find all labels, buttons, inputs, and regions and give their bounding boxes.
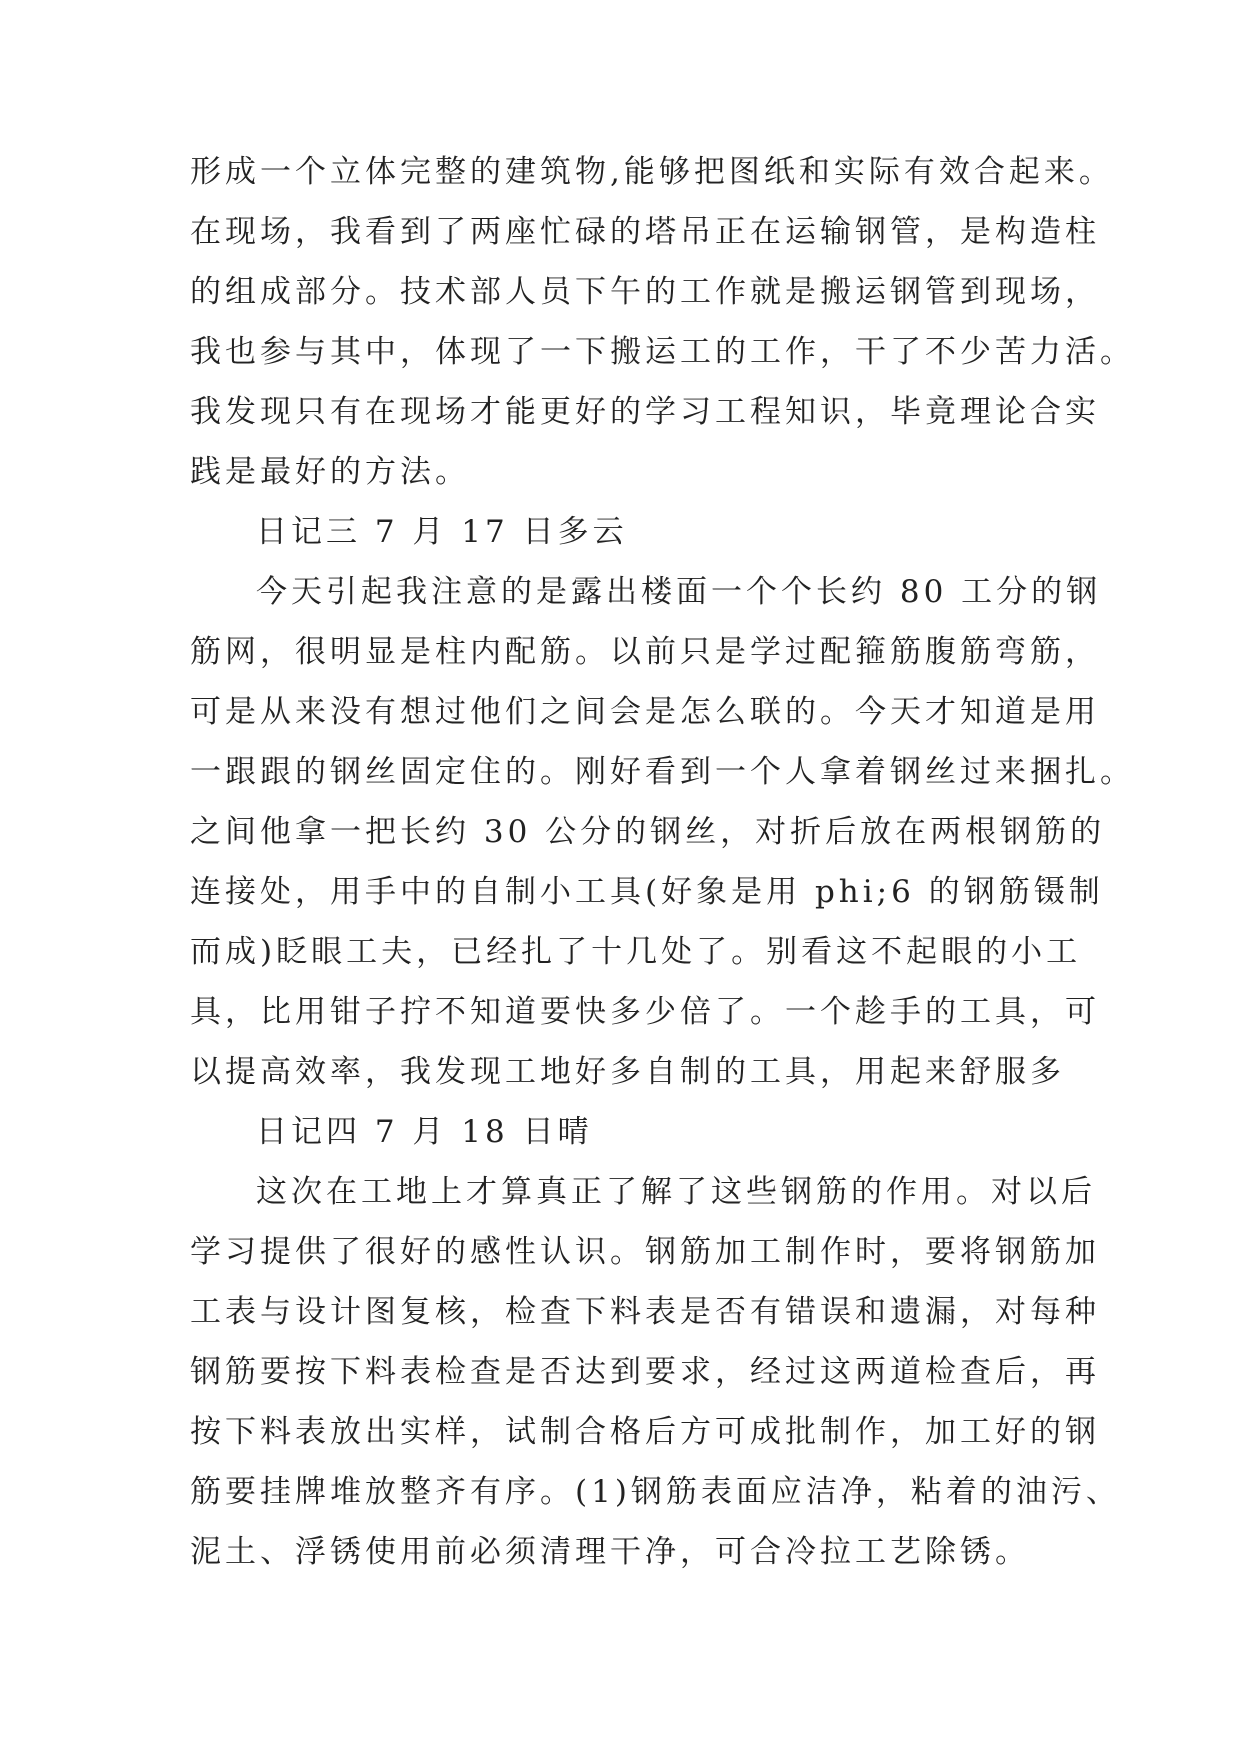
diary-heading: 日记三 7 月 17 日多云 xyxy=(256,514,628,550)
text-line: 在现场，我看到了两座忙碌的塔吊正在运输钢管，是构造柱 xyxy=(190,214,1100,250)
text-line: 钢筋要按下料表检查是否达到要求，经过这两道检查后，再 xyxy=(190,1354,1100,1390)
text-line: 一跟跟的钢丝固定住的。刚好看到一个人拿着钢丝过来捆扎。 xyxy=(190,754,1135,790)
text-line: 具，比用钳子拧不知道要快多少倍了。一个趁手的工具，可 xyxy=(190,994,1100,1030)
text-line: 筋要挂牌堆放整齐有序。(1)钢筋表面应洁净，粘着的油污、 xyxy=(190,1474,1121,1510)
text-line: 筋网，很明显是柱内配筋。以前只是学过配箍筋腹筋弯筋， xyxy=(190,634,1100,670)
text-line: 以提高效率，我发现工地好多自制的工具，用起来舒服多 xyxy=(190,1054,1065,1090)
text-line: 我发现只有在现场才能更好的学习工程知识，毕竟理论合实 xyxy=(190,394,1100,430)
text-line: 工表与设计图复核，检查下料表是否有错误和遗漏，对每种 xyxy=(190,1294,1100,1330)
text-line: 学习提供了很好的感性认识。钢筋加工制作时，要将钢筋加 xyxy=(190,1234,1100,1270)
text-line: 泥土、浮锈使用前必须清理干净，可合冷拉工艺除锈。 xyxy=(190,1534,1030,1570)
text-line: 我也参与其中，体现了一下搬运工的工作，干了不少苦力活。 xyxy=(190,334,1135,370)
text-line: 形成一个立体完整的建筑物,能够把图纸和实际有效合起来。 xyxy=(190,154,1114,190)
text-line: 之间他拿一把长约 30 公分的钢丝，对折后放在两根钢筋的 xyxy=(190,814,1106,850)
text-line: 而成)眨眼工夫，已经扎了十几处了。别看这不起眼的小工 xyxy=(190,934,1082,970)
text-line: 连接处，用手中的自制小工具(好象是用 phi;6 的钢筋镊制 xyxy=(190,874,1104,910)
text-line: 的组成部分。技术部人员下午的工作就是搬运钢管到现场， xyxy=(190,274,1100,310)
text-line: 践是最好的方法。 xyxy=(190,454,470,490)
diary-heading: 日记四 7 月 18 日晴 xyxy=(256,1114,593,1150)
text-line: 这次在工地上才算真正了解了这些钢筋的作用。对以后 xyxy=(256,1174,1096,1210)
text-line: 可是从来没有想过他们之间会是怎么联的。今天才知道是用 xyxy=(190,694,1100,730)
text-line: 按下料表放出实样，试制合格后方可成批制作，加工好的钢 xyxy=(190,1414,1100,1450)
text-line: 今天引起我注意的是露出楼面一个个长约 80 工分的钢 xyxy=(256,574,1102,610)
